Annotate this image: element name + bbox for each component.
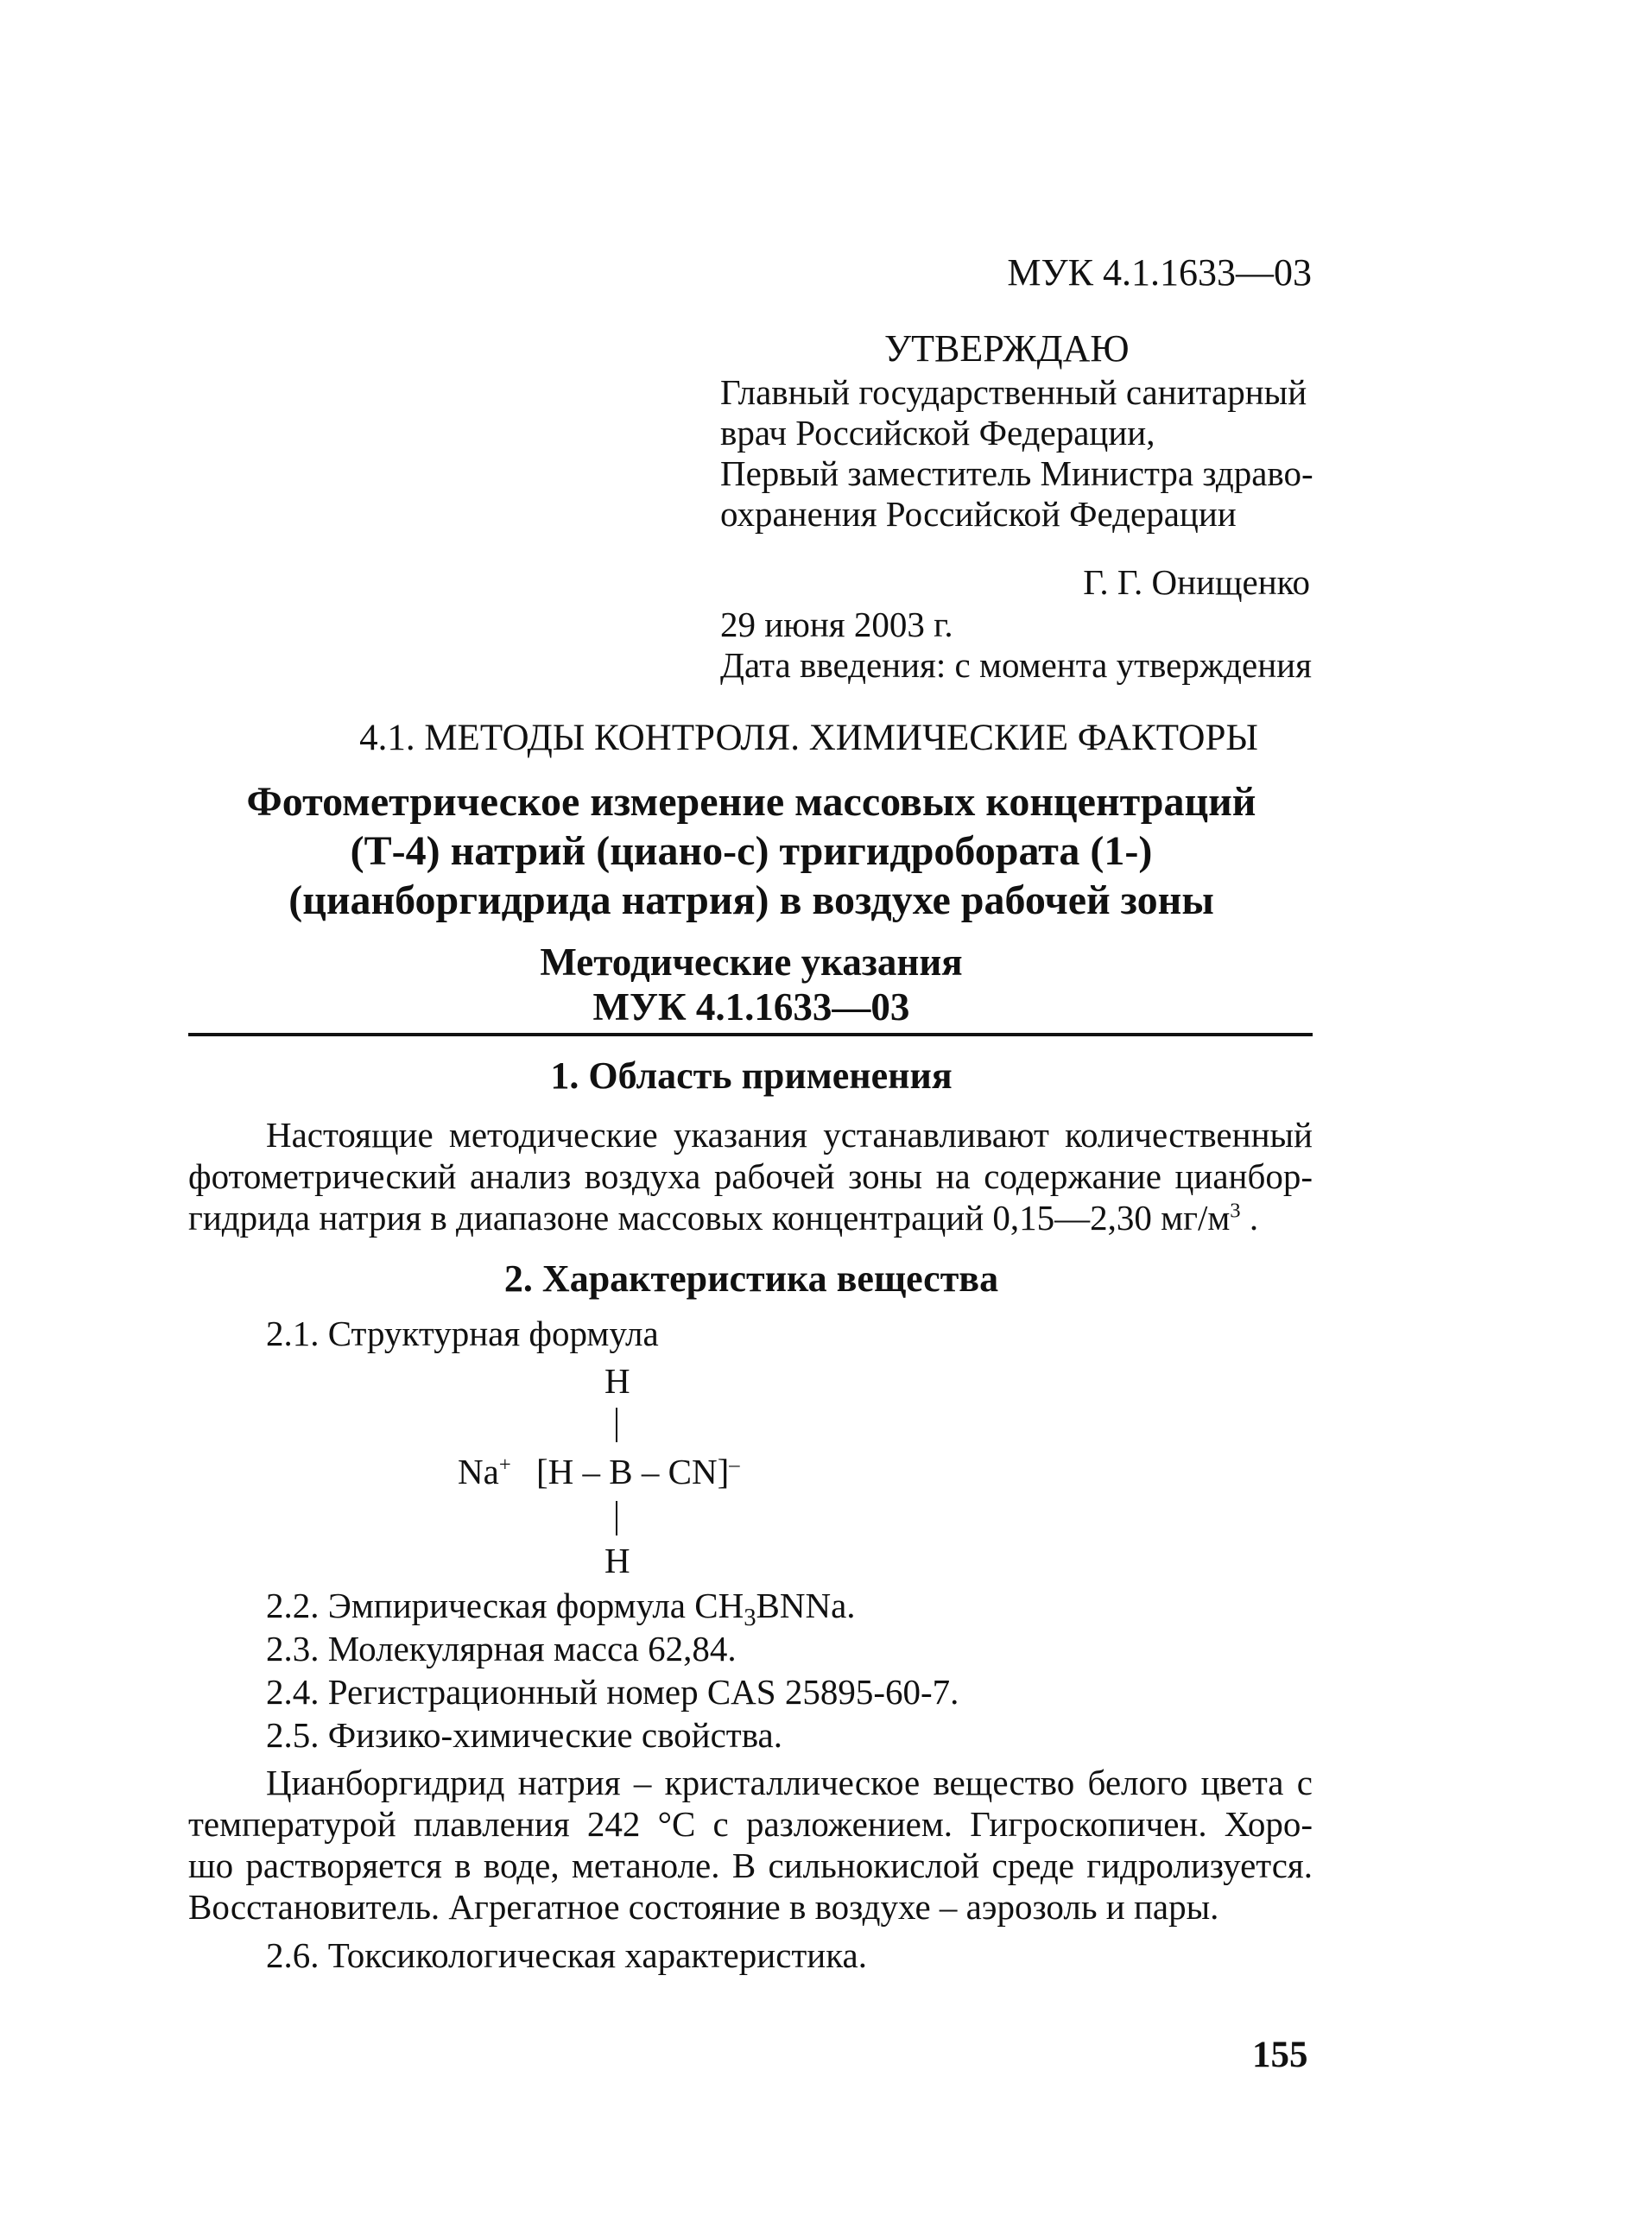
subtitle-line: Методические указания bbox=[540, 940, 963, 984]
approval-title: УТВЕРЖДАЮ bbox=[884, 327, 1130, 370]
approval-line: охранения Российской Федерации bbox=[720, 494, 1237, 534]
item-2-1: 2.1. Структурная формула bbox=[266, 1314, 659, 1353]
paragraph-line: Настоящие методические указания устанавливают количественный bbox=[266, 1115, 1313, 1155]
approval-date: 29 июня 2003 г. bbox=[720, 605, 953, 644]
document-code: МУК 4.1.1633—03 bbox=[1007, 251, 1312, 294]
item-2-2 bbox=[266, 1585, 856, 1632]
item-2-4: 2.4. Регистрационный номер CAS 25895-60-7. bbox=[266, 1672, 959, 1712]
section-heading: 4.1. МЕТОДЫ КОНТРОЛЯ. ХИМИЧЕСКИЕ ФАКТОРЫ bbox=[359, 718, 1258, 758]
document-title bbox=[190, 777, 1313, 925]
cation-symbol: Na bbox=[458, 1452, 499, 1491]
paragraph-line: Цианборгидрид натрия – кристаллическое вещество белого цвета с bbox=[266, 1763, 1313, 1802]
subtitle-code: МУК 4.1.1633—03 bbox=[592, 985, 910, 1029]
item-2-5: 2.5. Физико-химические свойства. bbox=[266, 1715, 782, 1755]
paragraph-line: температурой плавления 242 °С с разложением. Гигроскопичен. Хоро- bbox=[188, 1804, 1313, 1844]
title-line: (Т-4) натрий (циано-с) тригидробората (1-) bbox=[350, 828, 1153, 874]
cation-charge: + bbox=[498, 1453, 511, 1477]
approval-line: врач Российской Федерации, bbox=[720, 413, 1155, 453]
approval-block bbox=[720, 328, 1313, 535]
formula-bottom-h: H bbox=[604, 1541, 630, 1580]
introduction-date: Дата введения: с момента утверждения bbox=[720, 645, 1312, 685]
section-1-heading: 1. Область применения bbox=[550, 1054, 953, 1097]
superscript-3: 3 bbox=[1230, 1199, 1241, 1223]
item-2-2-suffix: BNNa. bbox=[756, 1586, 856, 1625]
approval-line: Первый заместитель Министра здраво- bbox=[720, 453, 1313, 493]
subscript-3: 3 bbox=[744, 1604, 756, 1632]
formula-anion bbox=[536, 1451, 740, 1492]
title-line: (цианборгидрида натрия) в воздухе рабочей зоны bbox=[288, 877, 1214, 923]
date-block bbox=[720, 605, 1312, 686]
signer-name: Г. Г. Онищенко bbox=[1083, 562, 1310, 602]
page-number: 155 bbox=[1252, 2035, 1308, 2075]
paragraph-line bbox=[188, 1197, 1313, 1238]
anion-charge: – bbox=[729, 1453, 740, 1477]
section-1-paragraph bbox=[188, 1114, 1313, 1238]
item-2-3: 2.3. Молекулярная масса 62,84. bbox=[266, 1629, 737, 1668]
formula-bottom-bond bbox=[616, 1501, 617, 1535]
paragraph-line-text: гидрида натрия в диапазоне массовых концентраций 0,15—2,30 мг/м bbox=[188, 1198, 1231, 1238]
formula-top-h: H bbox=[604, 1361, 630, 1401]
formula-cation bbox=[458, 1451, 511, 1492]
paragraph-line: шо растворяется в воде, метаноле. В сильнокислой среде гидролизуется. bbox=[188, 1846, 1313, 1885]
properties-paragraph bbox=[188, 1762, 1313, 1928]
paragraph-line: фотометрический анализ воздуха рабочей зоны на содержание цианбор- bbox=[188, 1156, 1313, 1196]
paragraph-tail: . bbox=[1240, 1198, 1259, 1238]
formula-top-bond bbox=[616, 1408, 617, 1442]
item-2-6: 2.6. Токсикологическая характеристика. bbox=[266, 1935, 867, 1975]
title-line: Фотометрическое измерение массовых концентраций bbox=[246, 779, 1256, 825]
approval-line: Главный государственный санитарный bbox=[720, 372, 1307, 412]
document-subtitle bbox=[190, 940, 1313, 1029]
title-divider bbox=[188, 1033, 1313, 1036]
item-2-2-text: 2.2. Эмпирическая формула CH bbox=[266, 1586, 744, 1625]
anion-symbol: [H – B – CN] bbox=[536, 1452, 730, 1491]
paragraph-line: Восстановитель. Агрегатное состояние в воздухе – аэрозоль и пары. bbox=[188, 1887, 1219, 1927]
section-2-heading: 2. Характеристика вещества bbox=[503, 1257, 999, 1300]
